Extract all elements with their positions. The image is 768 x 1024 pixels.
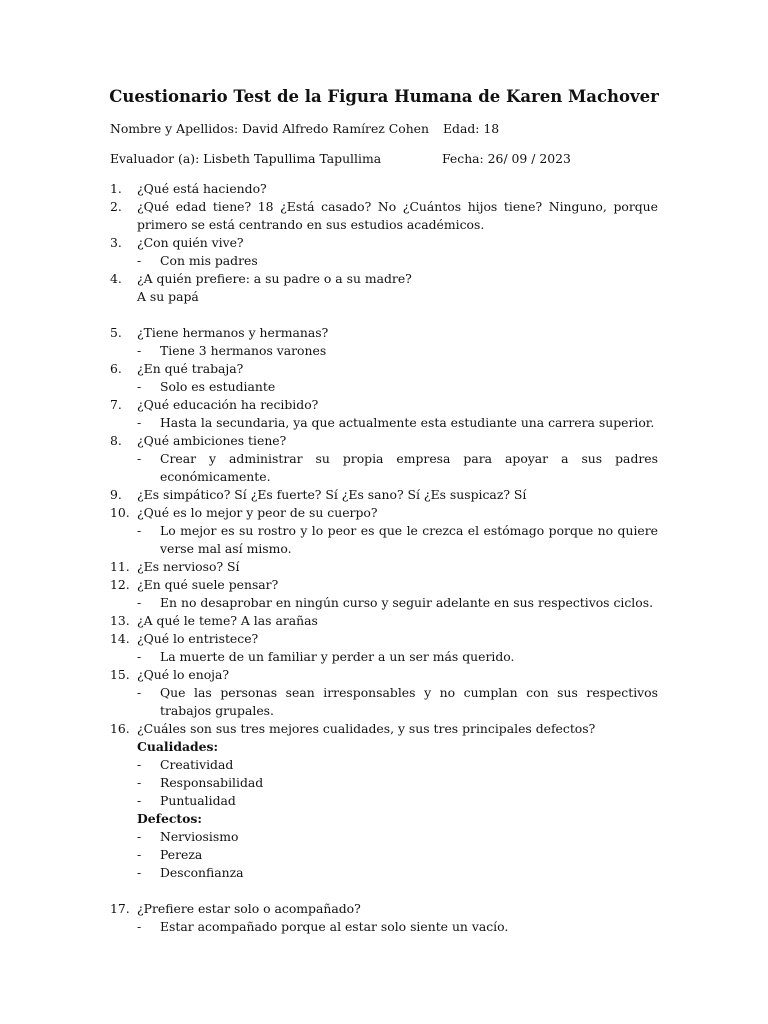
question-number: 1.: [110, 181, 122, 196]
question-item: [110, 612, 658, 630]
question-text: ¿Qué es lo mejor y peor de su cuerpo?: [137, 505, 378, 520]
question-text: ¿Qué ambiciones tiene?: [137, 433, 287, 448]
answer-item: [110, 828, 658, 846]
answer-item: [110, 684, 658, 720]
answer-text: La muerte de un familiar y perder a un ser más querido.: [160, 649, 515, 664]
question-text: ¿Es nervioso? Sí: [137, 559, 240, 574]
answer-bullet: -: [137, 847, 142, 862]
answer-bullet: -: [137, 379, 142, 394]
answer-text: Que las personas sean irresponsables y no cumplan con sus respectivos trabajos grupales.: [160, 685, 658, 718]
answer-bullet: -: [137, 343, 142, 358]
question-number: 8.: [110, 433, 122, 448]
answer-text: Solo es estudiante: [160, 379, 276, 394]
answer-item: [110, 252, 658, 270]
question-text: ¿A quién prefiere: a su padre o a su madre?: [137, 271, 412, 286]
question-text: ¿En qué trabaja?: [137, 361, 244, 376]
answer-bullet: -: [137, 523, 142, 538]
answer-text: Responsabilidad: [160, 775, 264, 790]
question-number: 3.: [110, 235, 122, 250]
answer-bullet: -: [137, 793, 142, 808]
question-number: 12.: [110, 577, 130, 592]
answer-text: Puntualidad: [160, 793, 236, 808]
answer-item: [110, 648, 658, 666]
answer-bullet: -: [137, 865, 142, 880]
answer-item: [110, 450, 658, 486]
question-text: ¿En qué suele pensar?: [137, 577, 279, 592]
question-item: [110, 558, 658, 576]
answer-bullet: -: [137, 829, 142, 844]
question-item: [110, 900, 658, 918]
evaluator-field: Evaluador (a): Lisbeth Tapullima Tapullima: [110, 151, 382, 166]
question-text: ¿Es simpático? Sí ¿Es fuerte? Sí ¿Es sano? Sí ¿Es suspicaz? Sí: [137, 487, 527, 502]
question-text: ¿Qué edad tiene? 18 ¿Está casado? No ¿Cuántos hijos tiene? Ninguno, porque primero se está centrando en sus estudios académicos.: [137, 199, 658, 232]
answer-bullet: -: [137, 451, 142, 466]
evaluator-row: [110, 150, 571, 168]
question-text: ¿Con quién vive?: [137, 235, 244, 250]
answer-text: Hasta la secundaria, ya que actualmente esta estudiante una carrera superior.: [160, 415, 655, 430]
question-number: 17.: [110, 901, 130, 916]
document-title: Cuestionario Test de la Figura Humana de Karen Machover: [109, 87, 659, 106]
question-item: [110, 270, 658, 288]
question-number: 11.: [110, 559, 130, 574]
answer-item: [110, 378, 658, 396]
name-field: Nombre y Apellidos: David Alfredo Ramírez Cohen: [110, 121, 429, 136]
answer-text: Con mis padres: [160, 253, 258, 268]
question-list: [110, 180, 658, 936]
answer-text: Creatividad: [160, 757, 234, 772]
section-heading: Cualidades:: [137, 739, 219, 754]
question-item: [110, 432, 658, 450]
date-field: Fecha: 26/ 09 / 2023: [442, 151, 571, 166]
answer-item: [110, 846, 658, 864]
answer-text: Nerviosismo: [160, 829, 239, 844]
answer-bullet: -: [137, 685, 142, 700]
answer-bullet: -: [137, 757, 142, 772]
answer-bullet: -: [137, 253, 142, 268]
blank-line: [110, 306, 658, 324]
answer-item: [110, 522, 658, 558]
answer-text: En no desaprobar en ningún curso y seguir adelante en sus respectivos ciclos.: [160, 595, 654, 610]
answer-text: Tiene 3 hermanos varones: [160, 343, 327, 358]
question-item: [110, 576, 658, 594]
answer-item: [110, 594, 658, 612]
answer-bullet: -: [137, 415, 142, 430]
question-number: 15.: [110, 667, 130, 682]
answer-bullet: -: [137, 919, 142, 934]
question-text: ¿Prefiere estar solo o acompañado?: [137, 901, 361, 916]
answer-text: Estar acompañado porque al estar solo siente un vacío.: [160, 919, 509, 934]
question-item: [110, 396, 658, 414]
question-text: ¿Qué educación ha recibido?: [137, 397, 319, 412]
section-heading: Defectos:: [137, 811, 202, 826]
answer-item: [110, 414, 658, 432]
question-item: [110, 360, 658, 378]
question-item: [110, 504, 658, 522]
question-item: [110, 180, 658, 198]
answer-text: A su papá: [137, 289, 199, 304]
question-text: ¿Qué está haciendo?: [137, 181, 267, 196]
answer-item: [110, 342, 658, 360]
question-number: 2.: [110, 199, 122, 214]
question-item: [110, 234, 658, 252]
question-number: 10.: [110, 505, 130, 520]
question-text: ¿Tiene hermanos y hermanas?: [137, 325, 329, 340]
question-item: [110, 198, 658, 234]
question-number: 7.: [110, 397, 122, 412]
answer-item: [110, 792, 658, 810]
answer-text: Lo mejor es su rostro y lo peor es que le crezca el estómago porque no quiere verse mal así mismo.: [160, 523, 658, 556]
question-number: 6.: [110, 361, 122, 376]
answer-text: Pereza: [160, 847, 203, 862]
answer-item: [110, 864, 658, 882]
question-item: [110, 486, 658, 504]
age-field: Edad: 18: [443, 121, 500, 136]
blank-line: [110, 882, 658, 900]
question-text: ¿Cuáles son sus tres mejores cualidades, y sus tres principales defectos?: [137, 721, 596, 736]
question-item: [110, 630, 658, 648]
question-number: 4.: [110, 271, 122, 286]
answer-text: Crear y administrar su propia empresa para apoyar a sus padres económicamente.: [160, 451, 658, 484]
answer-item: [110, 774, 658, 792]
question-number: 13.: [110, 613, 130, 628]
question-number: 14.: [110, 631, 130, 646]
question-number: 9.: [110, 487, 122, 502]
question-text: ¿A qué le teme? A las arañas: [137, 613, 318, 628]
question-number: 5.: [110, 325, 122, 340]
question-text: ¿Qué lo enoja?: [137, 667, 230, 682]
answer-bullet: -: [137, 775, 142, 790]
question-item: [110, 324, 658, 342]
question-text: ¿Qué lo entristece?: [137, 631, 259, 646]
answer-bullet: -: [137, 649, 142, 664]
name-row: [110, 120, 500, 138]
question-item: [110, 666, 658, 684]
answer-text: Desconfianza: [160, 865, 244, 880]
answer-item: [110, 918, 658, 936]
answer-item: [110, 756, 658, 774]
answer-bullet: -: [137, 595, 142, 610]
question-item: [110, 720, 658, 738]
question-number: 16.: [110, 721, 130, 736]
